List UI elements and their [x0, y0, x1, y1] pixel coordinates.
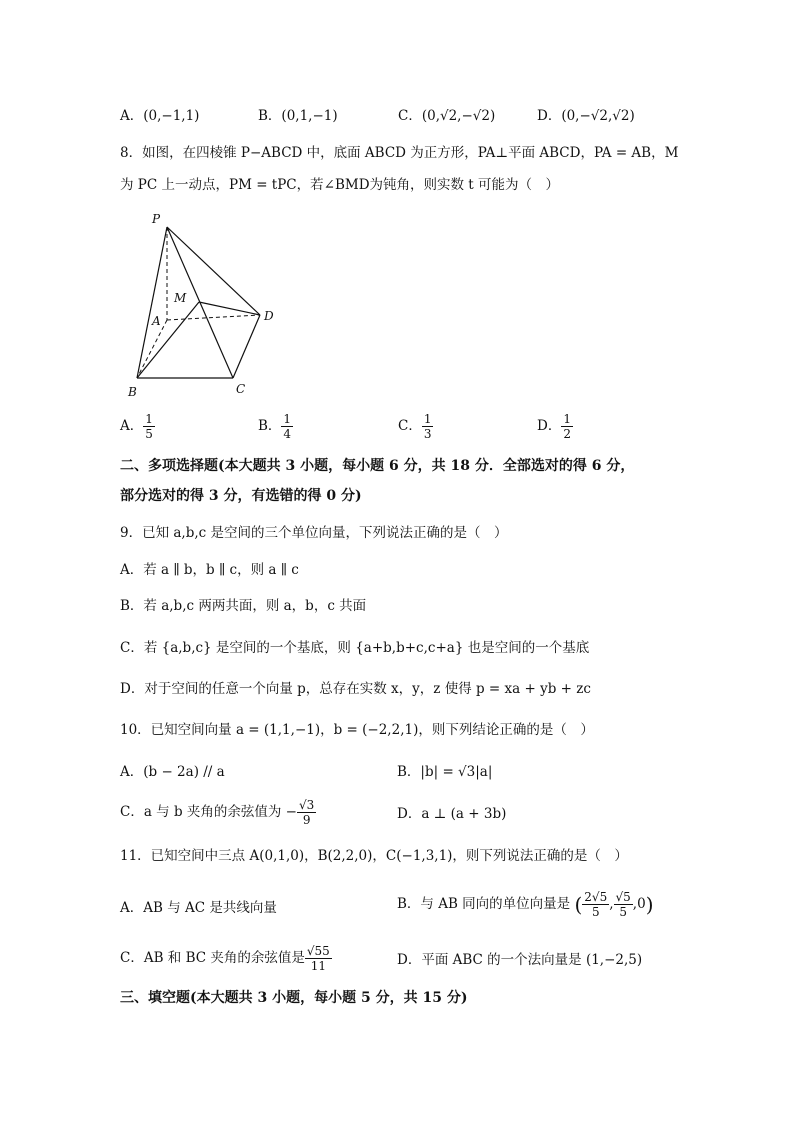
fraction	[143, 412, 155, 441]
vertex-label-p: P	[152, 212, 161, 226]
q11-option-c	[120, 944, 332, 973]
fraction	[422, 412, 434, 441]
q9-option-d: D．对于空间的任意一个向量 p，总存在实数 x，y，z 使得 p = xa + yb + zc	[120, 681, 591, 697]
q11-option-d: D．平面 ABC 的一个法向量是 (1,−2,5)	[397, 952, 643, 968]
numerator: 1	[423, 412, 432, 426]
vertex-label-a: A	[152, 314, 161, 328]
q7-option-c	[398, 106, 495, 126]
fraction	[305, 944, 332, 973]
vertex-label-c: C	[236, 382, 246, 396]
fraction	[297, 798, 316, 827]
section3-title: 三、填空题(本大题共 3 小题，每小题 5 分，共 15 分)	[120, 990, 468, 1006]
q10-option-b: B．|b| = √3|a|	[397, 764, 493, 780]
fraction	[614, 890, 633, 919]
q9-option-b: B．若 a,b,c 两两共面，则 a，b，c 共面	[120, 598, 367, 614]
q9-option-c: C．若 {a,b,c} 是空间的一个基底，则 {a+b,b+c,c+a} 也是空间的一个基底	[120, 640, 590, 656]
option-text: (0,−1,1)	[143, 108, 200, 124]
q10-option-a: A．(b − 2a) // a	[120, 764, 225, 780]
section2-title-line2: 部分选对的得 3 分，有选错的得 0 分)	[120, 488, 362, 504]
q8-option-a	[120, 412, 155, 441]
q11-option-b: B．与 AB 同向的单位向量是 ( $\frac{2√5}{5}$ , $\frac{√5}{5}$ ,0)	[397, 890, 654, 919]
denominator: 3	[423, 427, 432, 441]
q8-option-c	[398, 412, 433, 441]
q8-stem-line1: 8．如图，在四棱锥 P−ABCD 中，底面 ABCD 为正方形，PA⊥平面 ABCD，PA = AB，M	[120, 145, 679, 161]
q7-option-d	[537, 106, 635, 126]
denominator: 5	[591, 905, 600, 919]
option-label: C．	[398, 108, 422, 124]
option-label: A．	[120, 418, 144, 434]
denominator: 2	[563, 427, 571, 441]
option-text: C．AB 和 BC 夹角的余弦值是	[120, 950, 305, 966]
pyramid-figure	[120, 205, 290, 400]
numerator: 2√5	[584, 890, 608, 904]
q11-stem: 11．已知空间中三点 A(0,1,0)，B(2,2,0)，C(−1,3,1)，则下列说法正确的是（ ）	[120, 848, 628, 864]
numerator: √3	[299, 798, 315, 812]
edge-cd	[233, 315, 260, 378]
q11-option-a: A．AB 与 AC 是共线向量	[120, 900, 277, 916]
denominator: 4	[283, 427, 292, 441]
fraction	[582, 890, 609, 919]
option-label: A．	[120, 108, 144, 124]
denominator: 5	[619, 905, 627, 919]
option-label: B．	[258, 108, 282, 124]
edge-ad-hidden	[167, 315, 260, 320]
segment-mb	[137, 302, 199, 378]
denominator: 11	[310, 959, 326, 973]
right-paren: )	[645, 892, 654, 917]
option-label: D．	[537, 418, 562, 434]
q10-option-c	[120, 798, 316, 827]
q7-option-b	[258, 106, 338, 126]
vertex-label-m: M	[174, 291, 187, 305]
numerator: 1	[563, 412, 571, 426]
segment-md	[199, 302, 260, 315]
denominator: 9	[302, 813, 311, 827]
denominator: 5	[145, 427, 153, 441]
vertex-label-d: D	[264, 309, 274, 323]
vertex-label-b: B	[128, 385, 137, 399]
fraction	[281, 412, 293, 441]
edge-ab-hidden	[137, 320, 167, 378]
option-text: (0,1,−1)	[281, 108, 338, 124]
q8-option-d	[537, 412, 573, 441]
q9-stem: 9．已知 a,b,c 是空间的三个单位向量，下列说法正确的是（ ）	[120, 525, 508, 541]
left-paren: (	[574, 892, 583, 917]
numerator: 1	[283, 412, 292, 426]
q8-stem-line2: 为 PC 上一动点，PM = tPC，若∠BMD为钝角，则实数 t 可能为（ ）	[120, 177, 560, 193]
q8-option-b	[258, 412, 293, 441]
edge-pb	[137, 227, 167, 378]
option-text: C．a 与 b 夹角的余弦值为 −	[120, 804, 297, 820]
option-tail: ,0	[632, 896, 646, 912]
option-label: C．	[398, 418, 422, 434]
q9-option-a: A．若 a ∥ b，b ∥ c，则 a ∥ c	[120, 562, 299, 578]
option-text: B．与 AB 同向的单位向量是	[397, 896, 571, 912]
option-label: B．	[258, 418, 282, 434]
fraction	[561, 412, 573, 441]
numerator: √55	[306, 944, 330, 958]
option-text: (0,√2,−√2)	[421, 108, 496, 124]
q10-stem: 10．已知空间向量 a = (1,1,−1)，b = (−2,2,1)，则下列结论正确的是（ ）	[120, 722, 594, 738]
numerator: 1	[145, 412, 153, 426]
option-label: D．	[537, 108, 562, 124]
option-text: (0,−√2,√2)	[561, 108, 635, 124]
q7-option-a	[120, 106, 199, 126]
q10-option-d: D．a ⊥ (a + 3b)	[397, 806, 507, 822]
numerator: √5	[615, 890, 631, 904]
section2-title-line1: 二、多项选择题(本大题共 3 小题，每小题 6 分，共 18 分．全部选对的得 6 分，	[120, 458, 635, 474]
